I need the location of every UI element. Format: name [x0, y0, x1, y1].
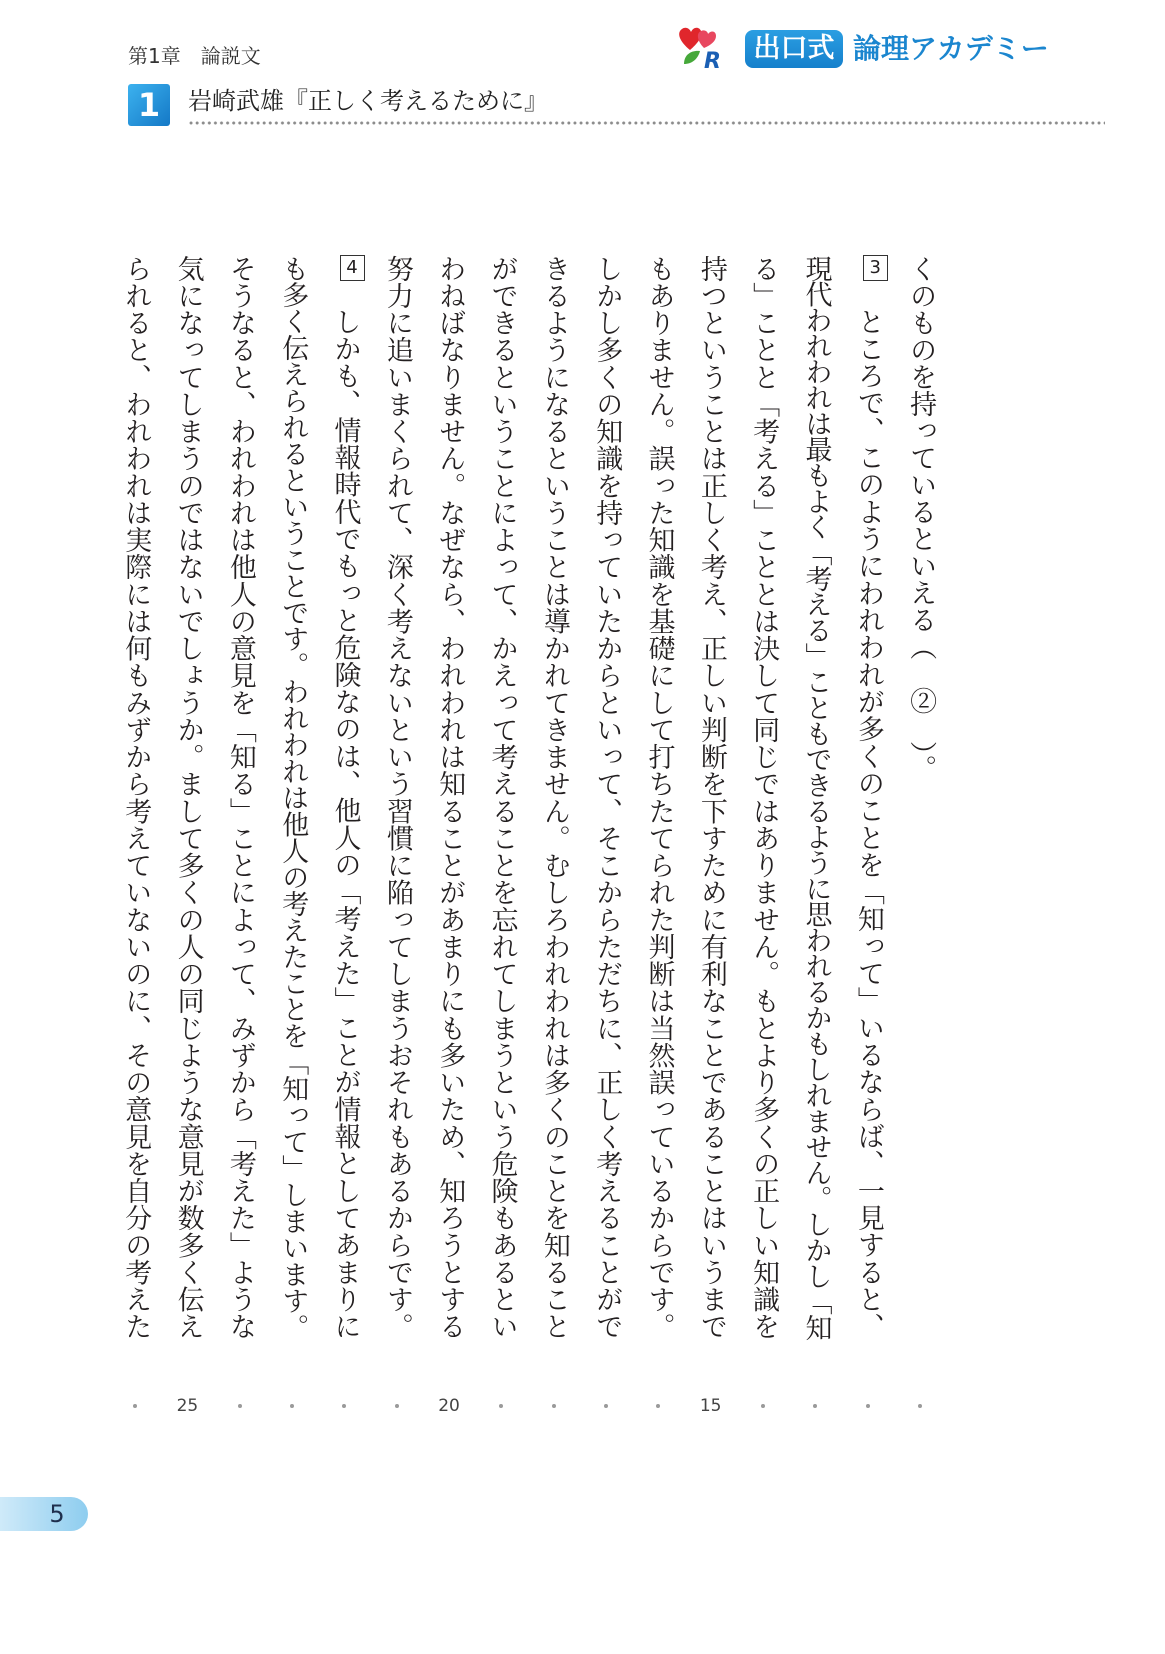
text-column	[789, 255, 841, 1340]
line-marker	[318, 1394, 370, 1418]
text-column	[842, 255, 894, 1340]
line-marker	[475, 1394, 527, 1418]
line-dot	[866, 1404, 870, 1408]
green-leaf-shape	[684, 51, 700, 64]
line-dot	[813, 1404, 817, 1408]
line-marker	[371, 1394, 423, 1418]
line-dot	[499, 1404, 503, 1408]
text-column	[423, 255, 475, 1340]
line-marker	[685, 1394, 737, 1418]
logo-letter: R	[704, 49, 721, 74]
line-number: 15	[699, 1396, 722, 1416]
text-column	[632, 255, 684, 1340]
text-column	[685, 255, 737, 1340]
line-marker	[266, 1394, 318, 1418]
line-dot	[238, 1404, 242, 1408]
line-text: ができるということによって、かえって考えることを忘れてしまうという危険もあるとい	[486, 255, 518, 1340]
text-column	[737, 255, 789, 1340]
line-text: わねばなりません。なぜなら、われわれは知ることがあまりにも多いため、知ろうとする	[434, 255, 466, 1340]
brand-logo-icon	[674, 24, 742, 74]
text-column	[580, 255, 632, 1340]
brand-name: 論理アカデミー	[853, 32, 1049, 65]
line-marker	[161, 1394, 213, 1418]
line-text: そうなると、われわれは他人の意見を「知る」ことによって、みずから「考えた」ような	[224, 255, 256, 1340]
line-marker	[214, 1394, 266, 1418]
line-dot	[604, 1404, 608, 1408]
line-marker	[789, 1394, 841, 1418]
line-text: しかし多くの知識を持っていたからといって、そこからただちに、正しく考えることがで	[591, 255, 623, 1340]
line-marker	[632, 1394, 684, 1418]
line-marker	[737, 1394, 789, 1418]
paragraph-number: 4	[340, 255, 365, 281]
line-text: くのものを持っているといえる（ ② ）。	[905, 255, 937, 782]
chapter-label: 第1章 論説文	[128, 44, 261, 68]
line-text: きるようになるということは導かれてきません。むしろわれわれは多くのことを知ること	[538, 255, 570, 1340]
line-number: 25	[176, 1396, 199, 1416]
line-text: 現代われわれは最もよく「考える」こともできるように思われるかもしれません。しかし「知	[800, 255, 832, 1341]
line-dot	[395, 1404, 399, 1408]
line-dot	[342, 1404, 346, 1408]
line-dot	[656, 1404, 660, 1408]
text-column	[371, 255, 423, 1340]
line-text: も多く伝えられるということです。われわれは他人の考えたことを「知って」しまいます。	[277, 255, 309, 1341]
line-text: られると、われわれは実際には何もみずから考えていないのに、その意見を自分の考えた	[120, 255, 152, 1340]
page-number: 5	[49, 1500, 65, 1528]
text-column	[528, 255, 580, 1340]
line-marker	[423, 1394, 475, 1418]
text-column	[894, 255, 946, 1340]
red-heart-shape	[679, 28, 701, 50]
text-column	[318, 255, 370, 1340]
line-dot	[552, 1404, 556, 1408]
line-marker	[894, 1394, 946, 1418]
line-text: 持つということは正しく考え、正しい判断を下すために有利なことであることはいうまで	[695, 255, 727, 1340]
line-dot	[918, 1404, 922, 1408]
section-title: 岩崎武雄『正しく考えるために』	[188, 87, 548, 115]
line-marker	[580, 1394, 632, 1418]
line-number-row	[109, 1394, 946, 1418]
text-column	[109, 255, 161, 1340]
paragraph-number: 3	[863, 255, 888, 281]
text-column	[214, 255, 266, 1340]
line-dot	[761, 1404, 765, 1408]
body-text	[109, 255, 946, 1340]
line-text: る」ことと「考える」こととは決して同じではありません。もとより多くの正しい知識を	[748, 255, 780, 1340]
brand-badge: 出口式	[745, 30, 843, 68]
line-text: 努力に追いまくられて、深く考えないという習慣に陥ってしまうおそれもあるからです。	[381, 255, 413, 1340]
section-number-badge: 1	[128, 84, 170, 126]
line-marker	[842, 1394, 894, 1418]
line-text: ところで、このようにわれわれが多くのことを「知って」いるならば、一見すると、	[852, 308, 884, 1340]
text-column	[266, 255, 318, 1340]
text-column	[475, 255, 527, 1340]
line-marker	[528, 1394, 580, 1418]
line-dot	[133, 1404, 137, 1408]
pink-heart-shape	[698, 30, 716, 48]
line-text: 気になってしまうのではないでしょうか。まして多くの人の同じような意見が数多く伝え	[172, 255, 204, 1340]
line-text: しかも、情報時代でもっと危険なのは、他人の「考えた」ことが情報としてあまりに	[329, 308, 361, 1340]
line-dot	[290, 1404, 294, 1408]
line-marker	[109, 1394, 161, 1418]
page-number-tab	[0, 1497, 88, 1531]
line-number: 20	[438, 1396, 460, 1416]
line-text: もありません。誤った知識を基礎にして打ちたてられた判断は当然誤っているからです。	[643, 255, 675, 1340]
dotted-divider	[188, 121, 1105, 125]
text-column	[161, 255, 213, 1340]
